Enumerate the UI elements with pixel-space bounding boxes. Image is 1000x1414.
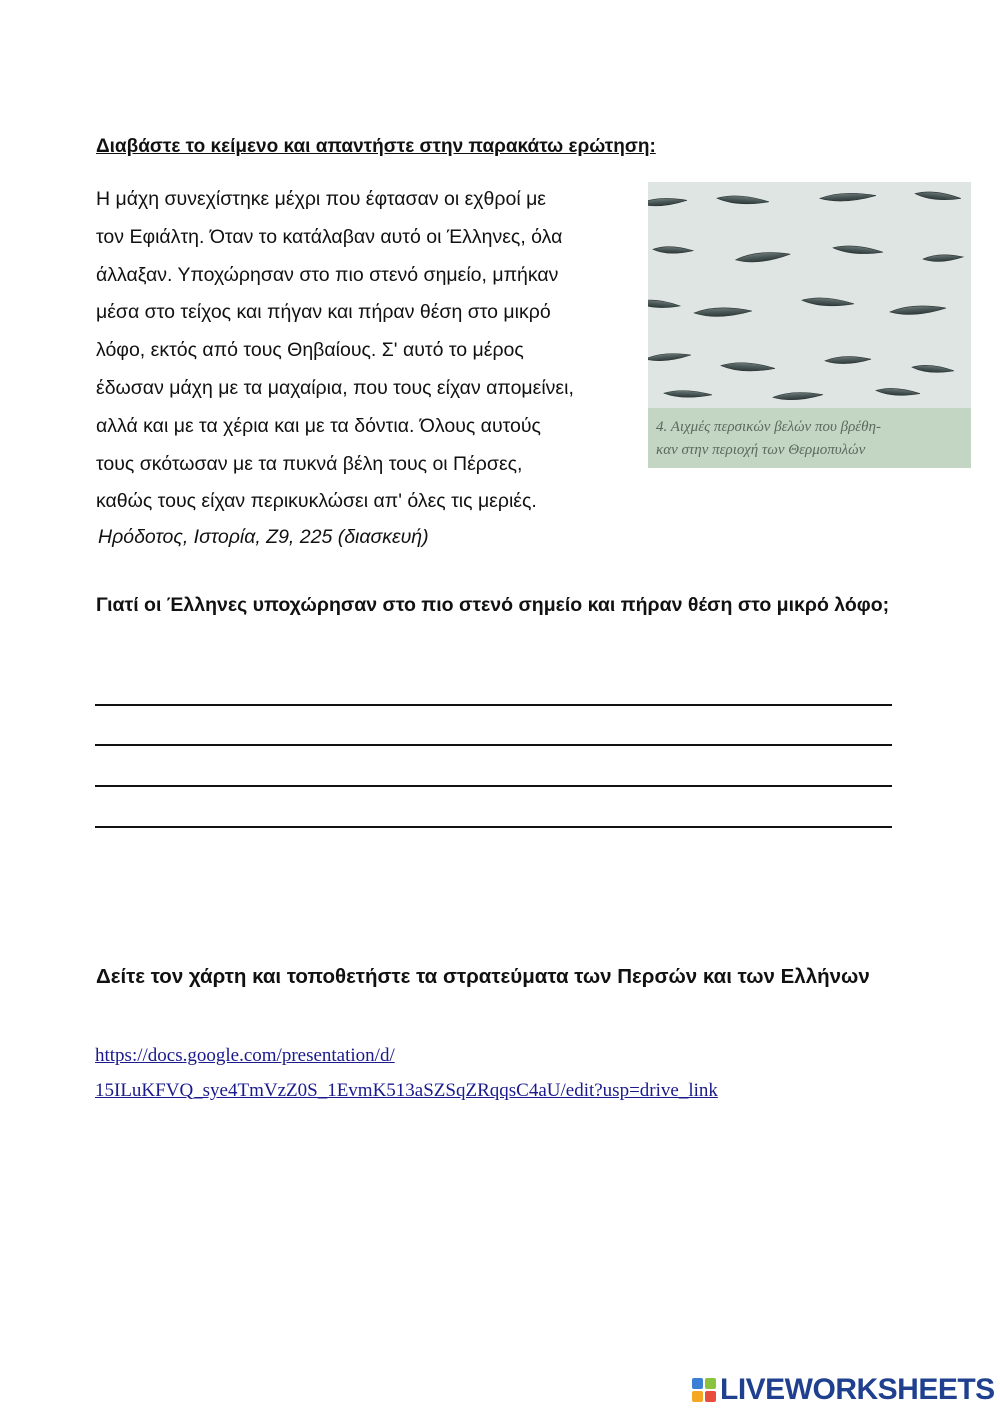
passage-source: Ηρόδοτος, Ιστορία, Ζ9, 225 (διασκευή) [98, 526, 429, 549]
passage-line: λόφο, εκτός από τους Θηβαίους. Σ' αυτό το μέρος [96, 339, 524, 362]
reading-passage [96, 181, 641, 553]
passage-line: αλλά και με τα χέρια και με τα δόντια. Όλους αυτούς [96, 414, 541, 437]
passage-line: Η μάχη συνεχίστηκε μέχρι που έφτασαν οι εχθροί με [96, 188, 546, 210]
answer-line[interactable] [95, 704, 892, 706]
figure-caption-line2: καν στην περιοχή των Θερμοπυλών [656, 442, 866, 458]
instructions-heading: Διαβάστε το κείμενο και απαντήστε στην παρακάτω ερώτηση: [96, 136, 656, 157]
liveworksheets-wordmark: LIVEWORKSHEETS [720, 1373, 995, 1406]
liveworksheets-mark-icon [692, 1378, 716, 1402]
answer-line[interactable] [95, 826, 892, 828]
arrowheads-photo [648, 182, 971, 468]
passage-line: τους σκότωσαν με τα πυκνά βέλη τους οι Πέρσες, [96, 452, 523, 475]
passage-line: άλλαξαν. Υποχώρησαν στο πιο στενό σημείο, μπήκαν [96, 263, 559, 286]
passage-line: καθώς τους είχαν περικυκλώσει απ' όλες τις μεριές. [96, 490, 537, 513]
passage-line: έδωσαν μάχη με τα μαχαίρια, που τους είχαν απομείνει, [96, 376, 574, 399]
liveworksheets-logo [692, 1374, 995, 1406]
arrowheads-figure [648, 182, 971, 468]
map-task-heading: Δείτε τον χάρτη και τοποθετήστε τα στρατεύματα των Περσών και των Ελλήνων [96, 965, 870, 988]
figure-caption-line1: 4. Αιχμές περσικών βελών που βρέθη- [656, 419, 881, 435]
passage-line: μέσα στο τείχος και πήγαν και πήραν θέση στο μικρό [96, 301, 551, 324]
answer-line[interactable] [95, 744, 892, 746]
presentation-link-continued[interactable]: 15ILuKFVQ_sye4TmVzZ0S_1EvmK513aSZSqZRqqsC4aU/edit?usp=drive_link [95, 1080, 718, 1101]
presentation-link[interactable]: https://docs.google.com/presentation/d/ [95, 1045, 395, 1066]
passage-line: τον Εφιάλτη. Όταν το κατάλαβαν αυτό οι Έλληνες, όλα [96, 225, 563, 248]
answer-line[interactable] [95, 785, 892, 787]
question-text: Γιατί οι Έλληνες υποχώρησαν στο πιο στενό σημείο και πήραν θέση στο μικρό λόφο; [96, 594, 890, 616]
